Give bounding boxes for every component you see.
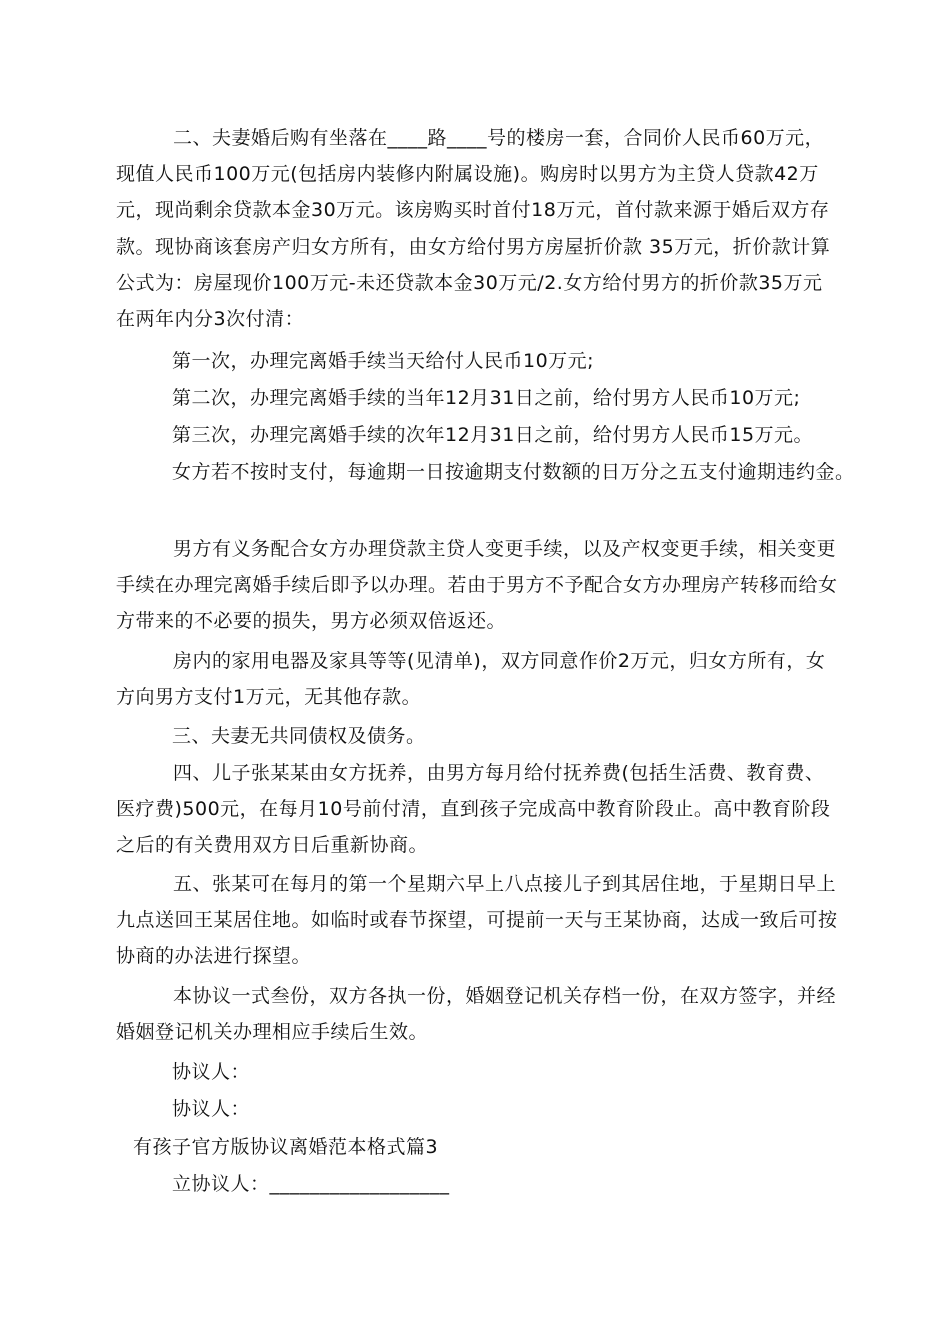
paragraph-penalty: 女方若不按时支付，每逾期一日按逾期支付数额的日万分之五支付逾期违约金。 <box>172 461 855 483</box>
signature-line-1: 协议人： <box>172 1061 251 1083</box>
agreement-party-line: 立协议人：__________________ <box>172 1173 450 1195</box>
signature-line-2: 协议人： <box>172 1098 251 1120</box>
paragraph-third-payment: 第三次，办理完离婚手续的次年12月31日之前，给付男方人民币15万元。 <box>172 424 814 446</box>
paragraph-first-payment: 第一次，办理完离婚手续当天给付人民币10万元; <box>172 350 595 372</box>
paragraph-debts: 三、夫妻无共同债权及债务。 <box>172 725 426 747</box>
paragraph-appliances: 房内的家用电器及家具等等(见清单)，双方同意作价2万元，归女方所有，女方向男方支付1万元，无其他存款。 <box>116 650 826 709</box>
paragraph-loan-transfer: 男方有义务配合女方办理贷款主贷人变更手续，以及产权变更手续，相关变更手续在办理完离婚手续后即予以办理。若由于男方不予配合女方办理房产转移而给女方带来的不必要的损失，男方必须双倍返还。 <box>116 538 838 633</box>
paragraph-property-clause: 二、夫妻婚后购有坐落在____路____号的楼房一套，合同价人民币60万元，现值人民币100万元(包括房内装修内附属设施)。购房时以男方为主贷人贷款42万元，现尚剩余贷款本金30万元。该房购买时首付18万元，首付款来源于婚后双方存款。现协商该套房产归女方所有，由女方给付男方房屋折价款 35万元，折价款计算公式为：房屋现价100万元-未还贷款本金30万元/2.女方给付男方的折价款35万元在两年内分3次付清： <box>116 127 831 331</box>
paragraph-visitation: 五、张某可在每月的第一个星期六早上八点接儿子到其居住地，于星期日早上九点送回王某居住地。如临时或春节探望，可提前一天与王某协商，达成一致后可按协商的办法进行探望。 <box>116 873 838 968</box>
section-heading: 有孩子官方版协议离婚范本格式篇3 <box>133 1136 439 1158</box>
paragraph-child-support: 四、儿子张某某由女方抚养，由男方每月给付抚养费(包括生活费、教育费、医疗费)500元，在每月10号前付清，直到孩子完成高中教育阶段止。高中教育阶段之后的有关费用双方日后重新协商。 <box>116 762 831 857</box>
paragraph-second-payment: 第二次，办理完离婚手续的当年12月31日之前，给付男方人民币10万元; <box>172 387 801 409</box>
paragraph-copies: 本协议一式叁份，双方各执一份，婚姻登记机关存档一份，在双方签字，并经婚姻登记机关办理相应手续后生效。 <box>116 985 837 1044</box>
